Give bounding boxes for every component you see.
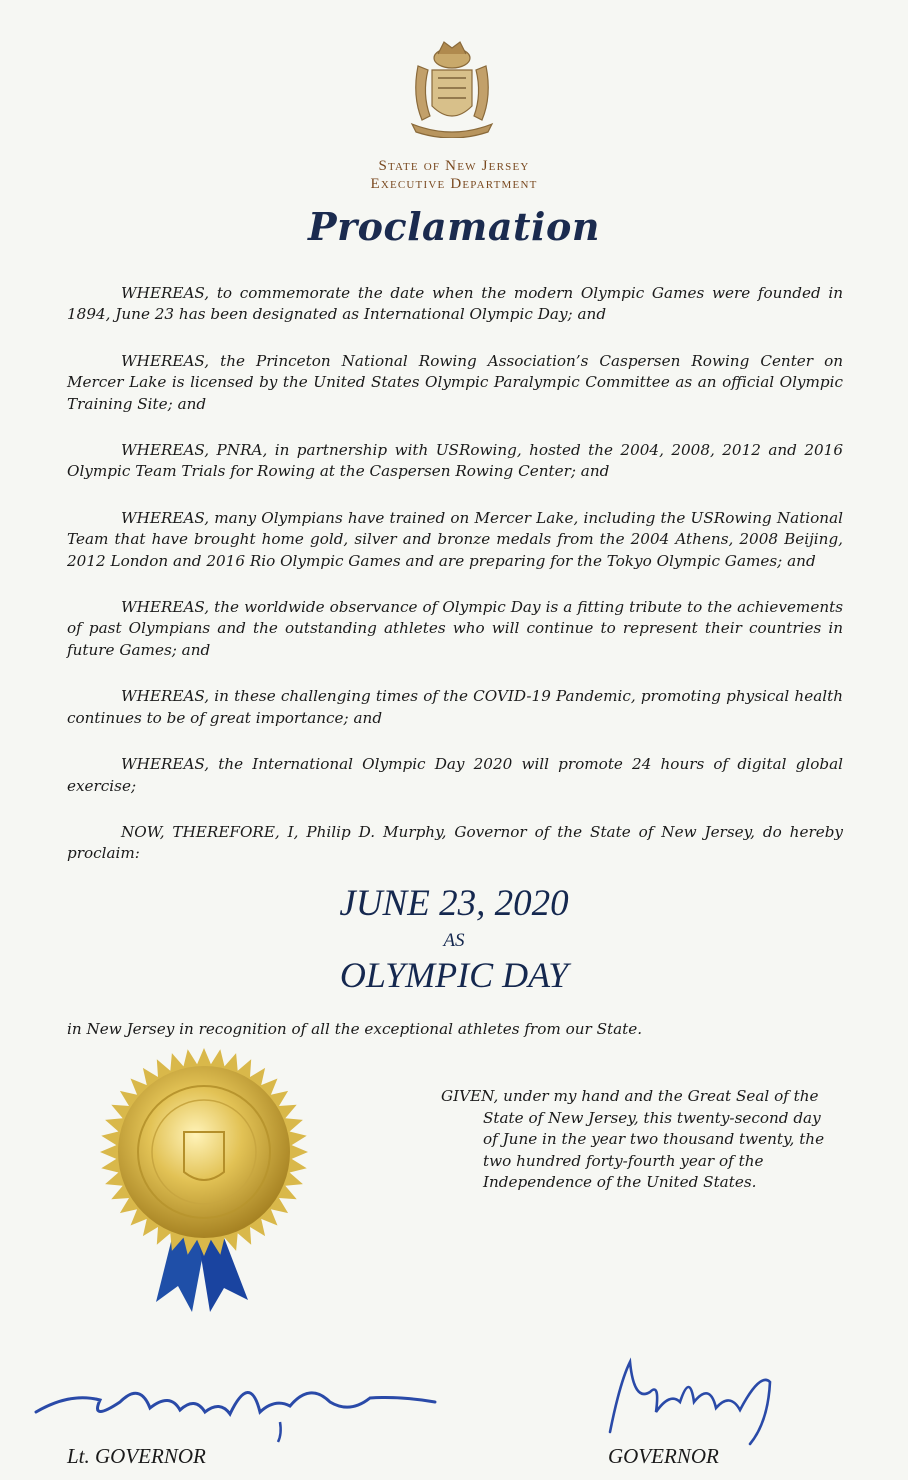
whereas-paragraph: WHEREAS, the Princeton National Rowing Association’s Caspersen Rowing Center on Mercer Lake is licensed by the United States Olympic Paralympic Committee as an official Olympic Training Site; and (67, 351, 843, 413)
department-heading: Executive Department (370, 176, 538, 192)
decree-name: OLYMPIC DAY (339, 955, 569, 995)
whereas-paragraph: WHEREAS, the International Olympic Day 2020 will promote 24 hours of digital global exercise; (67, 755, 843, 795)
governor-label: GOVERNOR (608, 1444, 719, 1468)
lt-governor-label: Lt. GOVERNOR (67, 1444, 206, 1468)
given-line: Independence of the United States. (483, 1173, 757, 1192)
given-line: State of New Jersey, this twenty-second day (483, 1108, 821, 1127)
recognition-line: in New Jersey in recognition of all the exceptional athletes from our State. (67, 1020, 643, 1038)
whereas-paragraph: WHEREAS, to commemorate the date when the modern Olympic Games were founded in 1894, June 23 has been designated as International Olympic Day; and (67, 284, 843, 324)
governor-signature (590, 1352, 790, 1452)
therefore-paragraph: NOW, THEREFORE, I, Philip D. Murphy, Governor of the State of New Jersey, do hereby proclaim: (67, 822, 843, 863)
state-crest-icon (408, 36, 496, 138)
proclamation-body (67, 283, 843, 890)
gold-seal-icon (98, 1042, 310, 1322)
whereas-paragraph: WHEREAS, the worldwide observance of Olympic Day is a fitting tribute to the achievements of past Olympians and the outstanding athletes who will continue to represent their countries in future Games; and (67, 598, 843, 659)
state-heading: State of New Jersey (378, 158, 530, 174)
given-line: of June in the year two thousand twenty, the (483, 1130, 825, 1149)
decree-as: AS (443, 930, 465, 951)
proclamation-title: Proclamation (308, 204, 600, 249)
whereas-paragraph: WHEREAS, many Olympians have trained on Mercer Lake, including the USRowing National Team that have brought home gold, silver and bronze medals from the 2004 Athens, 2008 Beijing, 2012 London and 2016 Rio Olympic Games and are preparing for the Tokyo Olympic Games; and (67, 508, 843, 570)
decree-date: JUNE 23, 2020 (339, 883, 569, 924)
whereas-paragraph: WHEREAS, PNRA, in partnership with USRowing, hosted the 2004, 2008, 2012 and 2016 Olympic Team Trials for Rowing at the Caspersen Rowing Center; and (67, 441, 843, 481)
lt-governor-signature (30, 1362, 450, 1444)
whereas-paragraph: WHEREAS, in these challenging times of the COVID-19 Pandemic, promoting physical health continues to be of great importance; and (67, 687, 843, 727)
given-line: two hundred forty-fourth year of the (483, 1151, 764, 1170)
given-line: GIVEN, under my hand and the Great Seal of the (441, 1087, 819, 1105)
given-clause (441, 1086, 843, 1194)
